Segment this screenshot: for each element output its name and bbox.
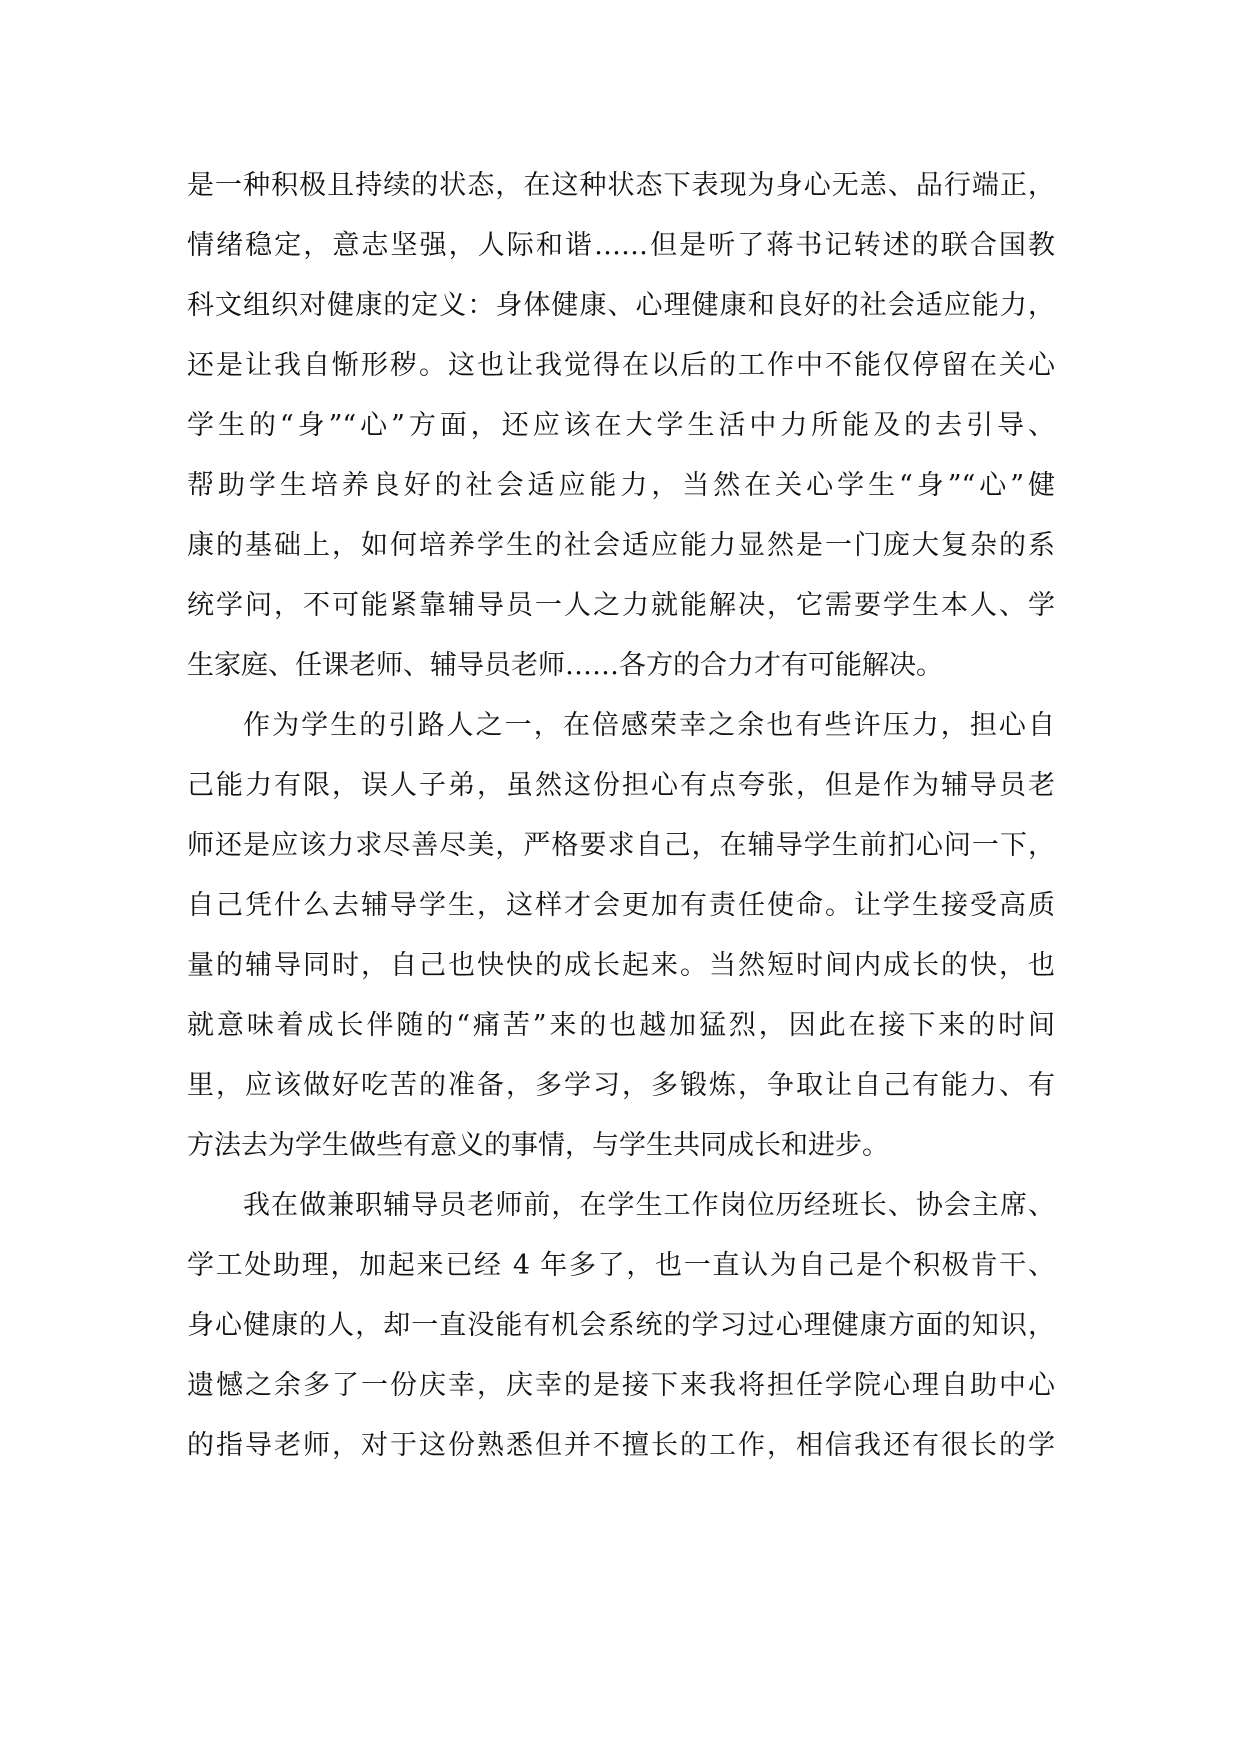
- text-line: 科文组织对健康的定义：身体健康、心理健康和良好的社会适应能力，: [187, 290, 1055, 321]
- text-line: 量的辅导同时，自己也快快的成长起来。当然短时间内成长的快，也: [187, 950, 1055, 981]
- text-line: 是一种积极且持续的状态，在这种状态下表现为身心无恙、品行端正，: [187, 170, 1055, 201]
- document-body: [187, 156, 1055, 1476]
- text-line: 身心健康的人，却一直没能有机会系统的学习过心理健康方面的知识，: [187, 1310, 1055, 1341]
- text-line: 的指导老师，对于这份熟悉但并不擅长的工作，相信我还有很长的学: [187, 1430, 1055, 1461]
- paragraph-start-line: 我在做兼职辅导员老师前，在学生工作岗位历经班长、协会主席、: [243, 1190, 1055, 1221]
- text-line: 里，应该做好吃苦的准备，多学习，多锻炼，争取让自己有能力、有: [187, 1070, 1055, 1101]
- text-line: 方法去为学生做些有意义的事情，与学生共同成长和进步。: [187, 1130, 889, 1161]
- text-line: 己能力有限，误人子弟，虽然这份担心有点夸张，但是作为辅导员老: [187, 770, 1055, 801]
- text-line: 学工处助理，加起来已经 4 年多了，也一直认为自己是个积极肯干、: [187, 1250, 1055, 1281]
- text-line: 就意味着成长伴随的“痛苦”来的也越加猛烈，因此在接下来的时间: [187, 1010, 1055, 1041]
- text-line: 遗憾之余多了一份庆幸，庆幸的是接下来我将担任学院心理自助中心: [187, 1370, 1055, 1401]
- text-line: 统学问，不可能紧靠辅导员一人之力就能解决，它需要学生本人、学: [187, 590, 1055, 621]
- text-line: 还是让我自惭形秽。这也让我觉得在以后的工作中不能仅停留在关心: [187, 350, 1055, 381]
- text-line: 康的基础上，如何培养学生的社会适应能力显然是一门庞大复杂的系: [187, 530, 1055, 561]
- text-line: 自己凭什么去辅导学生，这样才会更加有责任使命。让学生接受高质: [187, 890, 1055, 921]
- text-line: 情绪稳定，意志坚强，人际和谐……但是听了蒋书记转述的联合国教: [187, 230, 1055, 261]
- paragraph-start-line: 作为学生的引路人之一，在倍感荣幸之余也有些许压力，担心自: [243, 710, 1055, 741]
- text-line: 帮助学生培养良好的社会适应能力，当然在关心学生“身”“心”健: [187, 470, 1055, 501]
- text-line: 生家庭、任课老师、辅导员老师……各方的合力才有可能解决。: [187, 650, 943, 681]
- text-line: 学生的“身”“心”方面，还应该在大学生活中力所能及的去引导、: [187, 410, 1055, 441]
- text-line: 师还是应该力求尽善尽美，严格要求自己，在辅导学生前扪心问一下，: [187, 830, 1055, 861]
